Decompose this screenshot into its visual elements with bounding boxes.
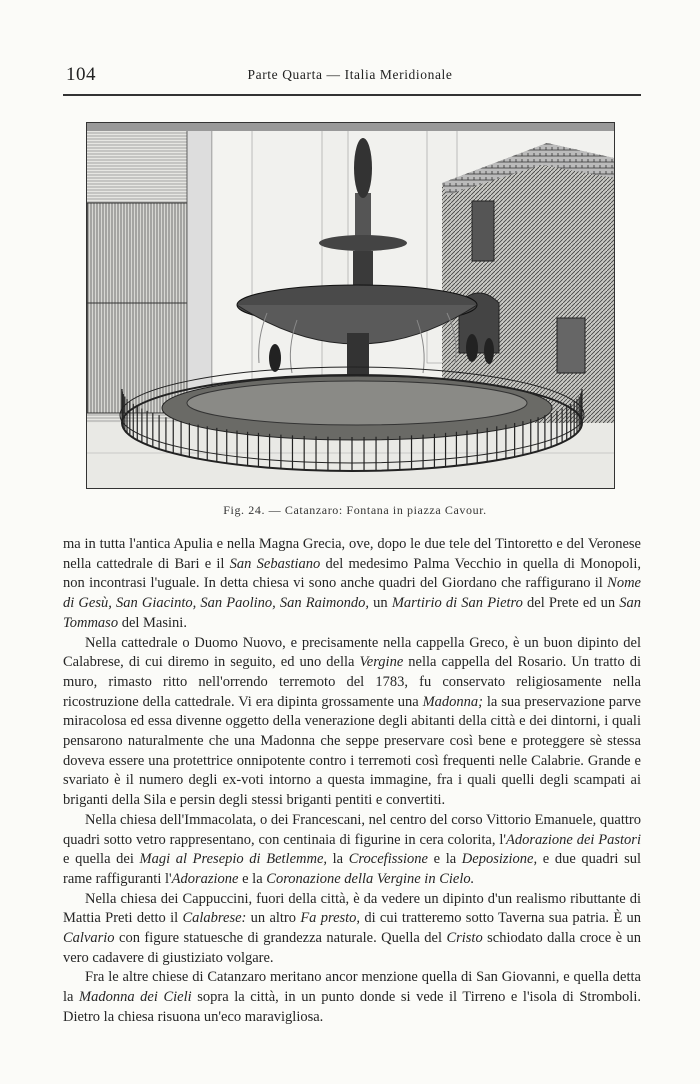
text-run: con figure statuesche di grandezza naturale. Quella del [114, 930, 447, 947]
italic-title: Madonna dei Cieli [79, 989, 192, 1006]
page-number: 104 [66, 64, 96, 85]
italic-title: Crocefissione [348, 851, 428, 868]
italic-title: Fa presto, [300, 910, 361, 927]
text-run: e quella dei [63, 851, 140, 868]
text-run: Nella cattedrale o Duomo Nuovo, e precisamente nella cappella Greco, è un buon dipinto del Calabrese, di cui diremo in seguito, ed uno della [63, 634, 641, 671]
running-title: Parte Quarta — Italia Meridionale [247, 67, 453, 82]
text-run: e la [427, 851, 462, 868]
italic-title: Cristo [446, 930, 483, 947]
text-run: un altro [246, 910, 301, 927]
text-run: la sua preservazione parve miracolosa ed essa divenne oggetto della venerazione degli abitanti della città e dei dintorni, i quali pensarono naturalmente che una Madonna che seppe preservare così bene e proteggere sè stessa doveva essere una protettrice onnipotente contro i terremoti così frequenti nelle Calabrie. Grande e svariato è il numero degli ex-voti intorno a questa immagine, fra i quali quelli degli scampati ai briganti della Sila e persin degli stessi briganti pentiti e convertiti. [63, 693, 641, 809]
italic-title: Magi al Presepio di Betlemme, [139, 851, 328, 868]
text-run: schiodato dalla croce è un vero cadavere di giustiziato volgare. [63, 930, 641, 966]
italic-title: Madonna; [422, 693, 483, 710]
text-run: del medesimo Palma Vecchio in quella di Monopoli, non incontrasi l'uguale. In detta chiesa vi sono anche quadri del Giordano che raffigurano il [63, 555, 641, 592]
text-run: ma in tutta l'antica Apulia e nella Magna Grecia, ove, dopo le due tele del Tintoretto e del Veronese nella cattedrale di Bari e il [63, 536, 641, 572]
text-run: e la [238, 870, 267, 887]
text-run: nella cappella del Rosario. Un tratto di muro, rimasto ritto nell'orrendo terremoto del 1783, fu conservato religiosamente nella ricostruzione della cattedrale. Vi era dipinta grossamente una [63, 654, 641, 710]
paragraph [63, 968, 641, 1027]
paragraph [63, 890, 641, 969]
italic-title: Adorazione dei Pastori [505, 831, 641, 848]
text-run: del Masini. [118, 614, 187, 631]
paragraph [63, 811, 641, 890]
text-run: di cui tratteremo sotto Taverna sua patria. È un [360, 910, 641, 927]
header-rule [63, 94, 641, 96]
italic-title: Vergine [359, 654, 404, 671]
text-run: Nella chiesa dei Cappuccini, fuori della città, è da vedere un dipinto d'un realismo ributtante di Mattia Preti detto il [63, 890, 641, 927]
fountain-illustration [86, 122, 615, 489]
italic-title: Adorazione [171, 870, 239, 887]
italic-title: San Tommaso [63, 595, 642, 631]
paragraph [63, 634, 641, 811]
italic-title: Martirio di San Pietro [391, 595, 523, 612]
page-header [60, 60, 640, 90]
italic-title: Calvario [63, 930, 115, 947]
text-run: Nella chiesa dell'Immacolata, o dei Francescani, nel centro del corso Vittorio Emanuele, quattro quadri sotto vetro rappresentano, con centinaia di figurine in cera colorita, l' [63, 811, 641, 848]
italic-title: Calabrese: [182, 910, 247, 927]
text-run: e due quadri sul rame raffiguranti l' [63, 851, 641, 887]
text-run: del Prete ed un [522, 595, 620, 612]
italic-title: Deposizione, [461, 851, 538, 868]
italic-title: San Sebastiano [229, 555, 321, 572]
italic-title: Nome di Gesù, San Giacinto, San Paolino, San Raimondo, [63, 575, 641, 612]
figure-caption: Fig. 24. — Catanzaro: Fontana in piazza Cavour. [223, 503, 487, 517]
text-run: un [369, 595, 392, 612]
body-text [63, 535, 641, 1028]
text-run: sopra la città, in un punto donde si vede il Tirreno e l'isola di Stromboli. Dietro la chiesa risuona un'eco maravigliosa. [63, 989, 641, 1025]
italic-title: Coronazione della Vergine in Cielo. [266, 870, 475, 887]
paragraph [63, 535, 641, 634]
text-run: Fra le altre chiese di Catanzaro meritano ancor menzione quella di San Giovanni, e quella detta la [63, 969, 641, 1006]
text-run: la [327, 851, 349, 868]
